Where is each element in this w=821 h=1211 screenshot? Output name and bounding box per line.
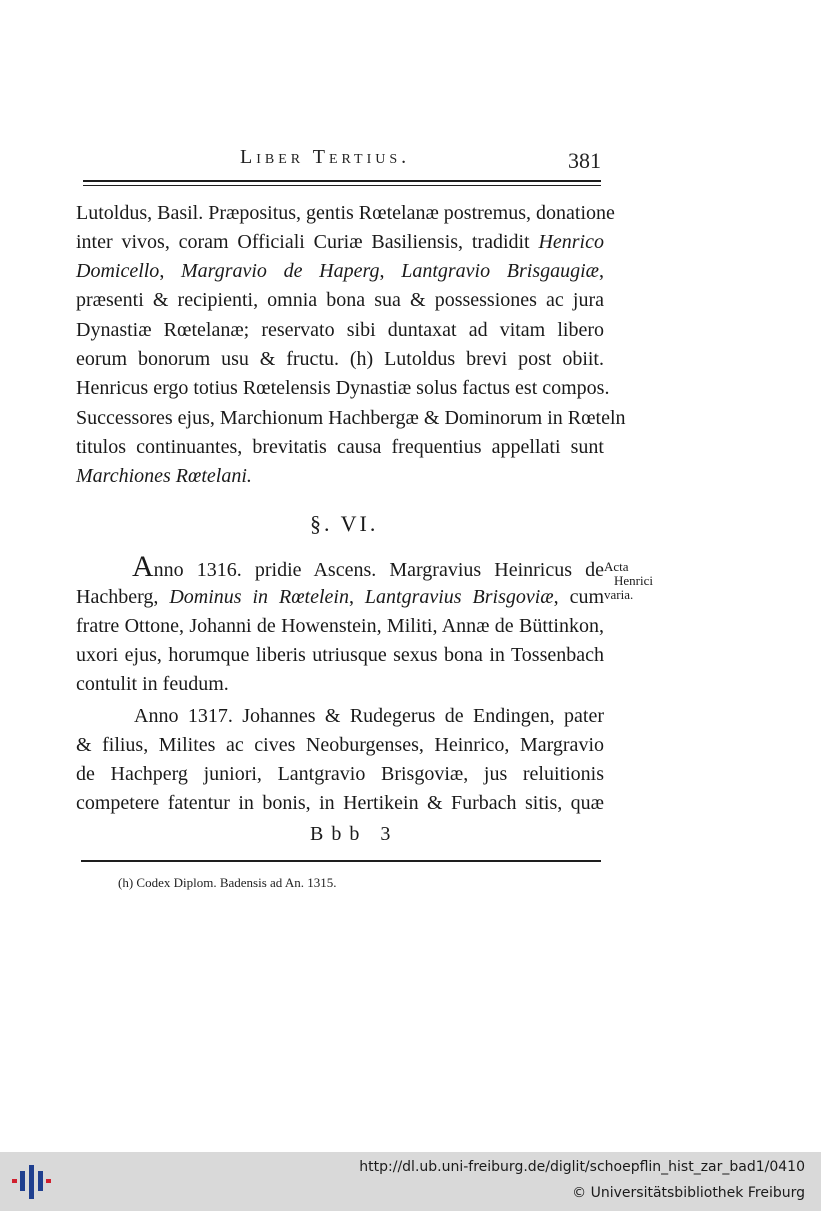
section-heading: §. VI.: [310, 511, 379, 536]
text-line: Domicello, Margravio de Haperg, Lantgravio Brisgaugiæ,: [76, 260, 605, 282]
text-line: eorum bonorum usu & fructu. (h) Lutoldus brevi post obiit.: [76, 348, 604, 370]
drop-cap: A: [132, 550, 154, 583]
text-line: præsenti & recipienti, omnia bona sua & possessiones ac jura: [76, 289, 604, 311]
source-url-link[interactable]: http://dl.ub.uni-freiburg.de/diglit/schoepflin_hist_zar_bad1/0410: [359, 1159, 805, 1175]
text-line: Lutoldus, Basil. Præpositus, gentis Rœtelanæ postremus, donatione: [76, 202, 615, 224]
text-line: Marchiones Rœtelani.: [76, 465, 252, 487]
text-line: Anno 1316. pridie Ascens. Margravius Heinricus de: [132, 550, 604, 583]
text-line: Hachberg, Dominus in Rœtelein, Lantgravius Brisgoviæ, cum: [76, 586, 604, 608]
margin-note: Acta Henrici varia.: [604, 559, 653, 602]
header-rule-thin: [83, 185, 601, 186]
text-line: de Hachperg juniori, Lantgravio Brisgoviæ, jus reluitionis: [76, 763, 604, 785]
copyright-text: © Universitätsbibliothek Freiburg: [572, 1185, 805, 1201]
text-line: titulos continuantes, brevitatis causa frequentius appellati sunt: [76, 436, 604, 458]
text-line: Successores ejus, Marchionum Hachbergæ & Dominorum in Rœteln: [76, 407, 626, 429]
footer-bar: [0, 1152, 821, 1211]
text-line: contulit in feudum.: [76, 673, 229, 695]
running-head: Liber Tertius.: [240, 146, 411, 168]
footnote: (h) Codex Diplom. Badensis ad An. 1315.: [118, 875, 337, 890]
text-line: competere fatentur in bonis, in Hertikein & Furbach sitis, quæ: [76, 792, 604, 814]
text-line: & filius, Milites ac cives Neoburgenses, Heinrico, Margravio: [76, 734, 604, 756]
page-number: 381: [568, 148, 601, 173]
text-line: inter vivos, coram Officiali Curiæ Basiliensis, tradidit Henrico: [76, 231, 604, 253]
signature-mark: Bbb 3: [310, 823, 399, 845]
text-line: Dynastiæ Rœtelanæ; reservato sibi duntaxat ad vitam libero: [76, 319, 604, 341]
ub-freiburg-logo-icon: [10, 1161, 54, 1201]
text-line: fratre Ottone, Johanni de Howenstein, Militi, Annæ de Büttinkon,: [76, 615, 604, 637]
header-rule: [83, 180, 601, 182]
text-line: Henricus ergo totius Rœtelensis Dynastiæ solus factus est compos.: [76, 377, 610, 399]
text-line: uxori ejus, horumque liberis utriusque sexus bona in Tossenbach: [76, 644, 604, 666]
text-line: Anno 1317. Johannes & Rudegerus de Endingen, pater: [134, 705, 604, 727]
footnote-rule: [81, 860, 601, 862]
